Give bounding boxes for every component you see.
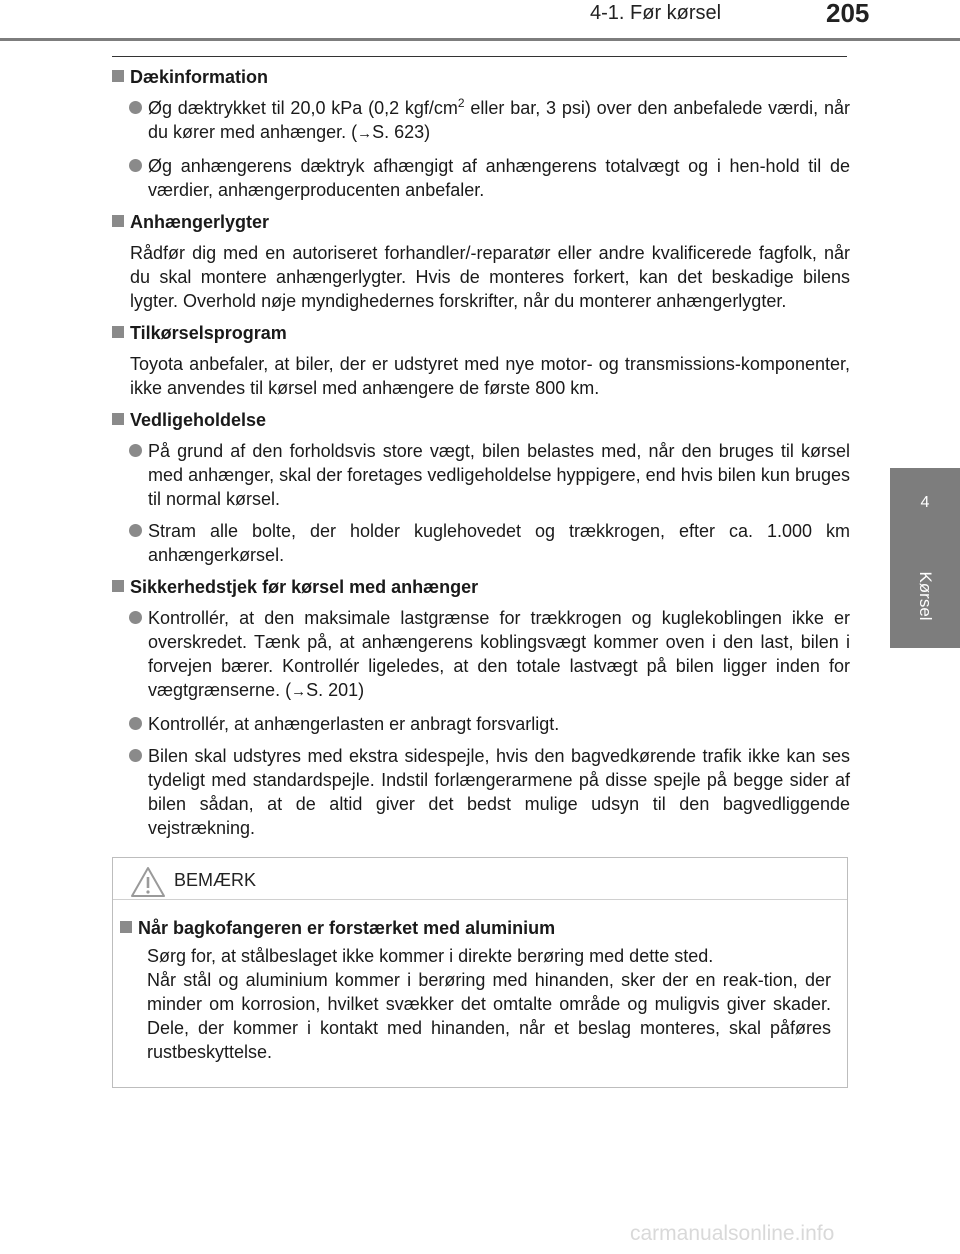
section-heading: Tilkørselsprogram [112,321,850,345]
arrow-icon: → [291,683,307,700]
warning-icon [130,866,166,898]
notice-paragraph: Når stål og aluminium kommer i berøring med hinanden, sker der en reak-tion, der minder om korrosion, hvilket svækker det omtalte område og muligvis giver skader. Dele, der kommer i kontakt med hinanden, når et beslag monteres, skal påføres rustbeskyttelse. [147,970,831,1062]
list-item: Øg anhængerens dæktryk afhængigt af anhængerens totalvægt og i hen-hold til de værdier, anhængerproducenten anbefaler. [112,154,850,202]
notice-heading: Når bagkofangeren er forstærket med aluminium [120,916,831,940]
main-content [112,65,850,848]
notice-body [120,916,831,1064]
list-item: På grund af den forholdsvis store vægt, bilen belastes med, når den bruges til kørsel med anhænger, skal der foretages vedligeholdelse hyppigere, end hvis bilen kun bruges til normal kørsel. [112,439,850,511]
round-bullet-icon [129,444,142,457]
section-heading: Anhængerlygter [112,210,850,234]
chapter-label: Kørsel [916,571,935,621]
watermark: carmanualsonline.info [630,1222,835,1245]
round-bullet-icon [129,717,142,730]
notice-box [112,857,848,1088]
round-bullet-icon [129,749,142,762]
section-maintenance [112,408,850,567]
page-number: 205 [826,0,870,28]
arrow-icon: → [357,125,373,142]
chapter-number: 4 [920,494,930,511]
section-tire-info [112,65,850,202]
section-break-in [112,321,850,400]
section-heading: Vedligeholdelse [112,408,850,432]
section-trailer-lights [112,210,850,313]
header-rule [0,38,960,41]
square-bullet-icon [112,580,124,592]
round-bullet-icon [129,611,142,624]
round-bullet-icon [129,524,142,537]
square-bullet-icon [112,326,124,338]
chapter-label-wrapper [890,548,960,644]
section-safety-check [112,575,850,840]
list-item: Øg dæktrykket til 20,0 kPa (0,2 kgf/$cm^2$ eller bar, 3 psi) over den anbefalede værdi, når du kører med anhænger. (→S. 623) [112,96,850,146]
notice-label: BEMÆRK [174,870,257,890]
section-title: 4-1. Før kørsel [590,2,722,24]
notice-paragraph: Sørg for, at stålbeslaget ikke kommer i direkte berøring med dette sted. [147,946,714,966]
list-item: Kontrollér, at anhængerlasten er anbragt forsvarligt. [112,712,850,736]
section-paragraph: Toyota anbefaler, at biler, der er udstyret med nye motor- og transmissions-komponenter, ikke anvendes til kørsel med anhængere de første 800 km. [130,354,850,398]
square-bullet-icon [112,215,124,227]
section-paragraph: Rådfør dig med en autoriseret forhandler/-reparatør eller andre kvalificerede fagfolk, når du skal montere anhængerlygter. Hvis de monteres forkert, kan det beskadige bilens lygter. Overhold nøje myndighedernes forskrifter, når du monterer anhængerlygter. [130,243,850,311]
page-reference: S. 623) [372,122,431,142]
list-item: Kontrollér, at den maksimale lastgrænse for trækkrogen og kuglekoblingen ikke er overskredet. Tænk på, at anhængerens koblingsvægt kommer oven i den last, bilen i forvejen bærer. Kontrollér ligeledes, at den totale lastvægt på bilen ligger inden for vægtgrænserne. (→S. 201) [112,606,850,704]
notice-header [113,858,847,900]
square-bullet-icon [112,70,124,82]
list-item: Stram alle bolte, der holder kuglehovedet og trækkrogen, efter ca. 1.000 km anhængerkørsel. [112,519,850,567]
square-bullet-icon [120,921,132,933]
section-heading: Dækinformation [112,65,850,89]
section-heading: Sikkerhedstjek før kørsel med anhænger [112,575,850,599]
page-reference: S. 201) [306,680,365,700]
round-bullet-icon [129,101,142,114]
content-rule [112,56,847,57]
round-bullet-icon [129,159,142,172]
list-item: Bilen skal udstyres med ekstra sidespejle, hvis den bagvedkørende trafik ikke kan ses tydeligt med standardspejle. Indstil forlængerarmene på disse spejle på begge sider af bilen sådan, at de altid giver det bedst mulige udsyn til den bagvedliggende vejstrækning. [112,744,850,840]
square-bullet-icon [112,413,124,425]
